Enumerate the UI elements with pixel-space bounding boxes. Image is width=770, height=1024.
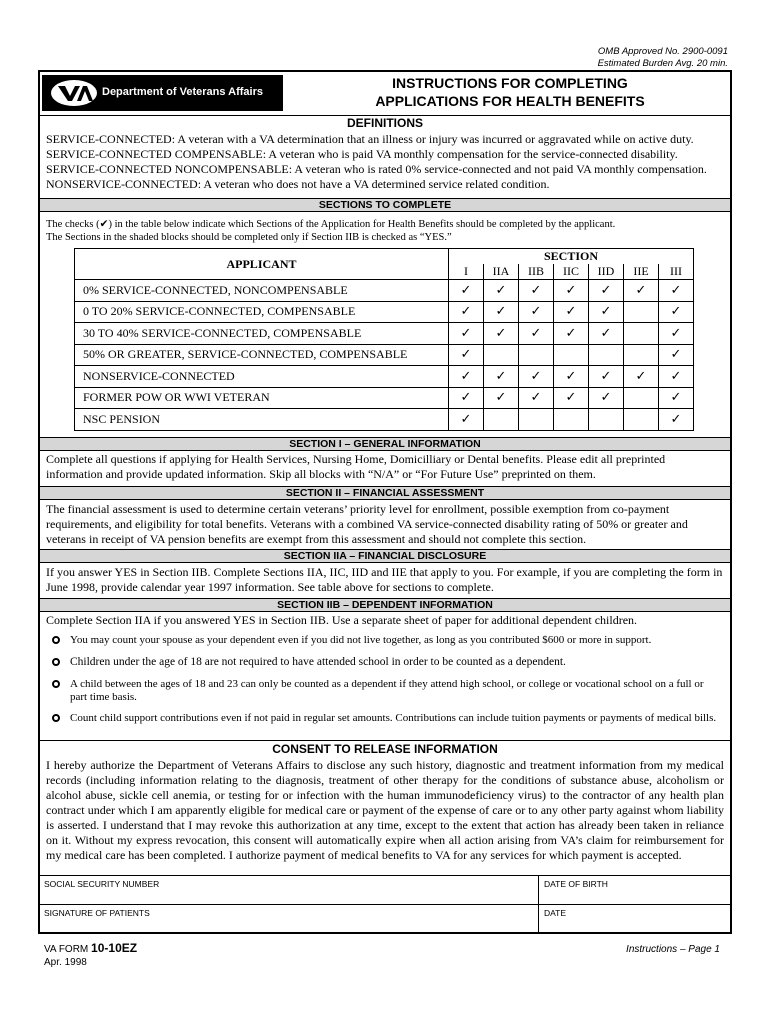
section-column-header: I xyxy=(449,264,484,280)
applicant-type-label: 50% OR GREATER, SERVICE-CONNECTED, COMPENSABLE xyxy=(75,344,449,366)
section-check-cell: ✓ xyxy=(519,387,554,409)
section-check-cell: ✓ xyxy=(589,366,624,388)
section-check-cell: ✓ xyxy=(554,280,589,302)
sections-table xyxy=(74,248,694,431)
bullet-children-18-23 xyxy=(52,678,720,706)
section-check-cell: ✓ xyxy=(589,280,624,302)
bullet-icon xyxy=(52,636,60,644)
table-row xyxy=(75,366,694,388)
bullet-child-support xyxy=(52,712,720,740)
section-check-cell: ✓ xyxy=(589,387,624,409)
field-col-divider xyxy=(538,876,539,932)
section-2b-text: Complete Section IIA if you answered YES in Section IIB. Use a separate sheet of paper for additional dependent children. xyxy=(46,613,638,627)
section-2a-text: If you answer YES in Section IIB. Complete Sections IIA, IIC, IID and IIE that apply to you. For example, if you are completing the form in June 1998, provide calendar year 1997 information. See table above for sections to complete. xyxy=(46,565,723,594)
section-check-cell xyxy=(624,323,659,345)
definition-nonservice-connected: NONSERVICE-CONNECTED: A veteran who does not have a VA determined service related condition. xyxy=(46,177,550,191)
section-1-text: Complete all questions if applying for Health Services, Nursing Home, Domicilliary or Dental benefits. Please edit all preprinted information and provide updated information. Skip all blocks with “N/A” or “For Future Use” preprinted on them. xyxy=(46,452,666,481)
section-check-cell xyxy=(484,409,519,431)
agency-name: Department of Veterans Affairs xyxy=(102,86,263,98)
form-number-value: 10-10EZ xyxy=(91,941,138,955)
section-check-cell: ✓ xyxy=(554,387,589,409)
section-check-cell xyxy=(589,344,624,366)
section-check-cell: ✓ xyxy=(519,323,554,345)
applicant-type-label: 0 TO 20% SERVICE-CONNECTED, COMPENSABLE xyxy=(75,301,449,323)
section-check-cell: ✓ xyxy=(519,366,554,388)
dob-field-label[interactable]: DATE OF BIRTH xyxy=(544,879,608,889)
section-check-cell: ✓ xyxy=(449,323,484,345)
section-header: SECTION xyxy=(449,249,694,265)
section-check-cell: ✓ xyxy=(659,387,694,409)
section-check-cell: ✓ xyxy=(449,344,484,366)
page-number: Instructions – Page 1 xyxy=(626,944,720,955)
section-check-cell: ✓ xyxy=(659,301,694,323)
table-row xyxy=(75,387,694,409)
section-check-cell: ✓ xyxy=(484,387,519,409)
section-check-cell: ✓ xyxy=(659,366,694,388)
applicant-type-label: NONSERVICE-CONNECTED xyxy=(75,366,449,388)
section-check-cell: ✓ xyxy=(659,280,694,302)
table-row xyxy=(75,409,694,431)
section-column-header: IIC xyxy=(554,264,589,280)
applicant-type-label: 30 TO 40% SERVICE-CONNECTED, COMPENSABLE xyxy=(75,323,449,345)
section-check-cell: ✓ xyxy=(659,409,694,431)
applicant-type-label: NSC PENSION xyxy=(75,409,449,431)
definition-sc-noncompensable: SERVICE-CONNECTED NONCOMPENSABLE: A veteran who is rated 0% service-connected and not paid VA monthly compensation. xyxy=(46,162,707,176)
signature-fields xyxy=(40,875,730,933)
ssn-field-label[interactable]: SOCIAL SECURITY NUMBER xyxy=(44,879,160,889)
section-check-cell: ✓ xyxy=(484,366,519,388)
bullet-icon xyxy=(52,680,60,688)
section-check-cell xyxy=(484,344,519,366)
applicant-type-label: 0% SERVICE-CONNECTED, NONCOMPENSABLE xyxy=(75,280,449,302)
omb-burden: Estimated Burden Avg. 20 min. xyxy=(597,58,728,69)
bullet-text: Children under the age of 18 are not required to have attended school in order to be counted as a dependent. xyxy=(70,656,566,668)
section-check-cell: ✓ xyxy=(659,344,694,366)
section-check-cell xyxy=(519,344,554,366)
section-check-cell: ✓ xyxy=(519,301,554,323)
va-logo-banner xyxy=(42,75,283,111)
section-column-header: IIE xyxy=(624,264,659,280)
section-check-cell xyxy=(624,344,659,366)
bullet-text: A child between the ages of 18 and 23 can only be counted as a dependent if they attend high school, or college or vocational school on a full or part time basis. xyxy=(70,678,704,703)
form-date: Apr. 1998 xyxy=(44,957,87,968)
sections-to-complete-band: SECTIONS TO COMPLETE xyxy=(40,198,730,212)
signature-field-label[interactable]: SIGNATURE OF PATIENTS xyxy=(44,908,150,918)
table-row xyxy=(75,323,694,345)
check-icon: ✔ xyxy=(99,218,109,230)
section-check-cell: ✓ xyxy=(449,280,484,302)
section-column-header: IID xyxy=(589,264,624,280)
section-check-cell: ✓ xyxy=(589,301,624,323)
sections-note xyxy=(46,218,724,244)
section-check-cell: ✓ xyxy=(624,366,659,388)
bullet-text: Count child support contributions even if not paid in regular set amounts. Contributions can include tuition payments or payments of medical bills. xyxy=(70,712,717,724)
section-2-text: The financial assessment is used to determine certain veterans’ priority level for enrollment, possible exemption from co-payment requirements, and eligibility for total benefits. Veterans with a combined VA service-connected disability rating of 50% or greater and veterans in receipt of VA pension benefits are exempt from this assessment and should not complete this section. xyxy=(46,502,688,546)
definition-service-connected: SERVICE-CONNECTED: A veteran with a VA determination that an illness or injury was incurred or aggravated while on active duty. xyxy=(46,132,694,146)
section-check-cell: ✓ xyxy=(484,280,519,302)
form-number xyxy=(44,941,137,955)
date-field-label[interactable]: DATE xyxy=(544,908,567,918)
section-check-cell xyxy=(589,409,624,431)
consent-title: CONSENT TO RELEASE INFORMATION xyxy=(272,742,498,756)
section-check-cell: ✓ xyxy=(519,280,554,302)
definitions-title: DEFINITIONS xyxy=(346,116,423,130)
note1-end: ) in the table below indicate which Sections of the Application for Health Benefits should be completed by the applicant. xyxy=(108,219,616,230)
field-row-divider xyxy=(40,904,730,905)
table-row xyxy=(75,344,694,366)
section-1-band: SECTION I – GENERAL INFORMATION xyxy=(40,437,730,451)
sections-note-2: The Sections in the shaded blocks should be completed only if Section IIB is checked as “YES.” xyxy=(46,232,452,243)
section-check-cell: ✓ xyxy=(484,301,519,323)
title-line-1: INSTRUCTIONS FOR COMPLETING xyxy=(392,75,628,91)
section-check-cell xyxy=(554,409,589,431)
section-check-cell: ✓ xyxy=(484,323,519,345)
omb-notice xyxy=(598,46,728,70)
bullet-icon xyxy=(52,658,60,666)
section-check-cell: ✓ xyxy=(449,387,484,409)
page-title xyxy=(300,74,720,110)
section-check-cell xyxy=(519,409,554,431)
section-column-header: IIB xyxy=(519,264,554,280)
definition-sc-compensable: SERVICE-CONNECTED COMPENSABLE: A veteran who is paid VA monthly compensation for the service-connected disability. xyxy=(46,147,678,161)
omb-approval: OMB Approved No. 2900-0091 xyxy=(597,46,728,57)
section-check-cell: ✓ xyxy=(449,301,484,323)
section-check-cell: ✓ xyxy=(624,280,659,302)
table-row xyxy=(75,301,694,323)
section-check-cell: ✓ xyxy=(554,323,589,345)
section-column-header: III xyxy=(659,264,694,280)
section-column-header: IIA xyxy=(484,264,519,280)
title-line-2: APPLICATIONS FOR HEALTH BENEFITS xyxy=(375,93,645,109)
form-header xyxy=(40,72,730,116)
va-logo-icon xyxy=(50,79,98,107)
form-frame xyxy=(38,70,732,934)
definitions-list xyxy=(46,132,724,192)
section-check-cell: ✓ xyxy=(449,409,484,431)
applicant-type-label: FORMER POW OR WWI VETERAN xyxy=(75,387,449,409)
section-check-cell: ✓ xyxy=(554,366,589,388)
form-prefix: VA FORM xyxy=(44,944,92,955)
sections-table-body xyxy=(75,280,694,431)
section-check-cell: ✓ xyxy=(554,301,589,323)
applicant-header: APPLICANT xyxy=(75,249,449,280)
section-check-cell xyxy=(624,409,659,431)
sections-note-1 xyxy=(46,218,724,231)
section-2-band: SECTION II – FINANCIAL ASSESSMENT xyxy=(40,486,730,500)
section-check-cell: ✓ xyxy=(659,323,694,345)
bullet-text: You may count your spouse as your dependent even if you did not live together, as long as you contributed $600 or more in support. xyxy=(70,634,652,646)
bullet-icon xyxy=(52,714,60,722)
consent-text: I hereby authorize the Department of Veterans Affairs to disclose any such history, diagnostic and treatment information from my medical records (including information relating to the diagnosis, treatment of other therapy for the conditions of substance abuse, alcoholism or alcohol abuse, sickle cell anemia, or testing for or infection with the human immunodeficiency virus) to the contractor of any health plan contract under which I am apparently eligible for medical care or payment of the expense of care or to any other party against whom liability is asserted. I understand that I may revoke this authorization at any time, except to the extent that action has already been taken in reliance on it. Without my express revocation, this consent will automatically expire when all action arising from VA’s claim for reimbursement for my medical care has been completed. I authorize payment of medical benefits to VA for any services for which payment is accepted. xyxy=(46,758,724,862)
section-check-cell xyxy=(554,344,589,366)
section-check-cell xyxy=(624,387,659,409)
table-row xyxy=(75,280,694,302)
section-2a-band: SECTION IIA – FINANCIAL DISCLOSURE xyxy=(40,549,730,563)
section-2b-band: SECTION IIB – DEPENDENT INFORMATION xyxy=(40,598,730,612)
consent-divider xyxy=(40,740,730,741)
section-check-cell: ✓ xyxy=(589,323,624,345)
section-check-cell: ✓ xyxy=(449,366,484,388)
note1-start: The checks ( xyxy=(46,219,100,230)
section-check-cell xyxy=(624,301,659,323)
